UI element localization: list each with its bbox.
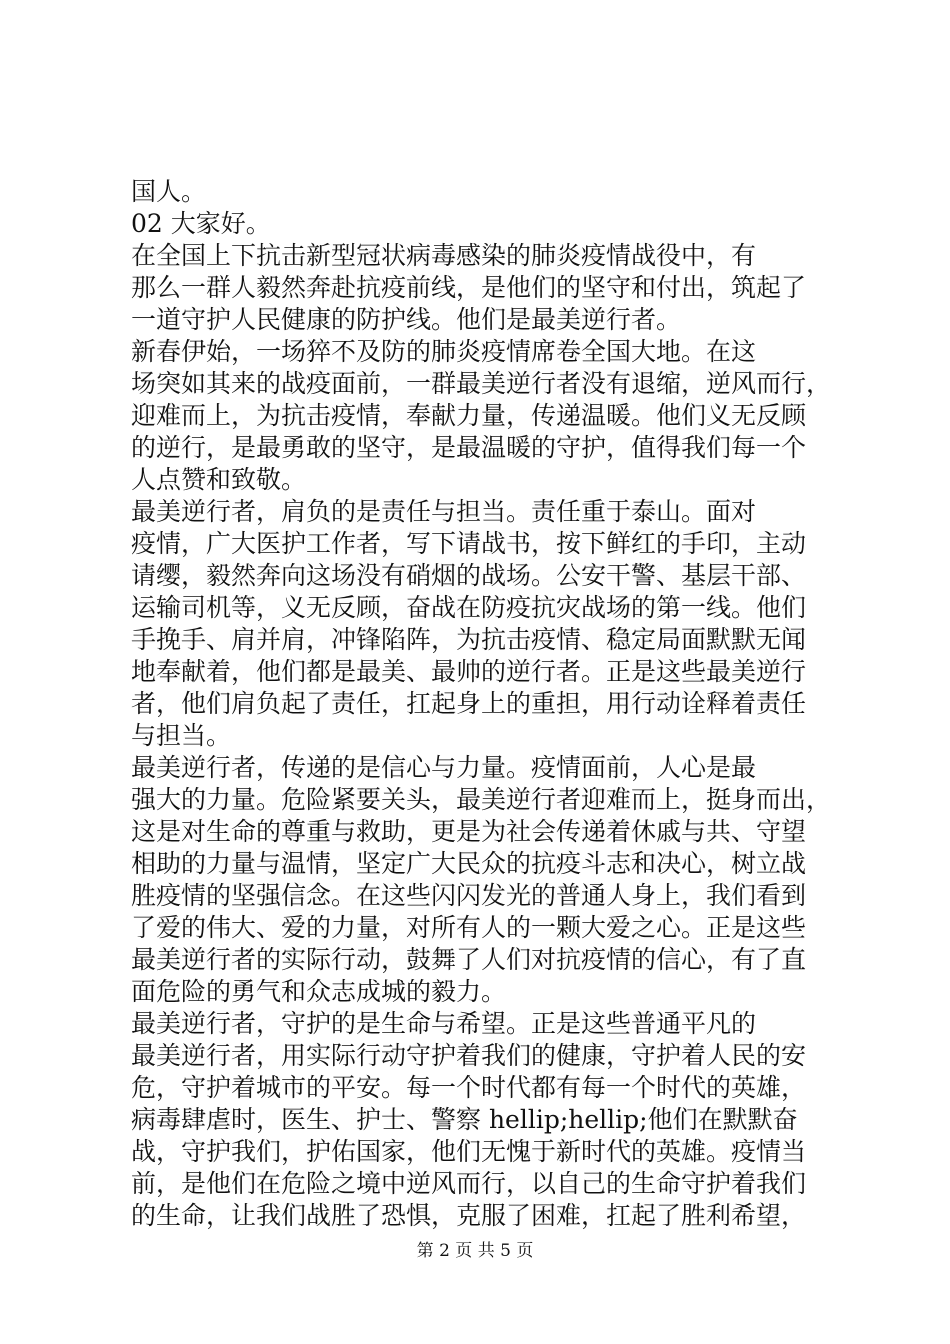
text-line: 最美逆行者，传递的是信心与力量。疫情面前，人心是最 (131, 753, 757, 782)
text-line: 胜疫情的坚强信念。在这些闪闪发光的普通人身上，我们看到 (131, 881, 807, 910)
text-line: 一道守护人民健康的防护线。他们是最美逆行者。 (131, 305, 682, 334)
text-line: 地奉献着，他们都是最美、最帅的逆行者。正是这些最美逆行 (131, 657, 807, 686)
text-line: 者，他们肩负起了责任，扛起身上的重担，用行动诠释着责任 (131, 689, 807, 718)
text-line: 病毒肆虐时，医生、护士、警察 hellip;hellip;他们在默默奋 (131, 1105, 798, 1134)
text-line: 02 大家好。 (131, 209, 271, 238)
text-line: 请缨，毅然奔向这场没有硝烟的战场。公安干警、基层干部、 (131, 561, 807, 590)
body-text (131, 176, 843, 1232)
text-line: 最美逆行者，肩负的是责任与担当。责任重于泰山。面对 (131, 497, 757, 526)
text-line: 新春伊始，一场猝不及防的肺炎疫情席卷全国大地。在这 (131, 337, 757, 366)
text-line: 在全国上下抗击新型冠状病毒感染的肺炎疫情战役中，有 (131, 241, 757, 270)
text-line: 场突如其来的战疫面前，一群最美逆行者没有退缩，逆风而行， (131, 369, 832, 398)
text-line: 人点赞和致敬。 (131, 465, 307, 494)
text-line: 最美逆行者，守护的是生命与希望。正是这些普通平凡的 (131, 1009, 757, 1038)
page-footer (0, 1240, 950, 1262)
text-line: 迎难而上，为抗击疫情，奉献力量，传递温暖。他们义无反顾 (131, 401, 807, 430)
page-number-label: 第 2 页 共 5 页 (416, 1241, 534, 1261)
text-line: 面危险的勇气和众志成城的毅力。 (131, 977, 507, 1006)
text-line: 运输司机等，义无反顾，奋战在防疫抗灾战场的第一线。他们 (131, 593, 807, 622)
text-line: 的逆行，是最勇敢的坚守，是最温暖的守护，值得我们每一个 (131, 433, 807, 462)
text-line: 危，守护着城市的平安。每一个时代都有每一个时代的英雄， (131, 1073, 807, 1102)
text-line: 国人。 (131, 177, 207, 206)
text-line: 最美逆行者的实际行动，鼓舞了人们对抗疫情的信心，有了直 (131, 945, 807, 974)
text-line: 那么一群人毅然奔赴抗疫前线，是他们的坚守和付出，筑起了 (131, 273, 807, 302)
text-line: 手挽手、肩并肩，冲锋陷阵，为抗击疫情、稳定局面默默无闻 (131, 625, 807, 654)
text-line: 这是对生命的尊重与救助，更是为社会传递着休戚与共、守望 (131, 817, 807, 846)
text-line: 相助的力量与温情，坚定广大民众的抗疫斗志和决心，树立战 (131, 849, 807, 878)
text-line: 与担当。 (131, 721, 232, 750)
text-line: 前，是他们在危险之境中逆风而行，以自己的生命守护着我们 (131, 1169, 807, 1198)
text-line: 的生命，让我们战胜了恐惧，克服了困难，扛起了胜利希望， (131, 1201, 807, 1230)
text-line: 最美逆行者，用实际行动守护着我们的健康，守护着人民的安 (131, 1041, 807, 1070)
text-line: 疫情，广大医护工作者，写下请战书，按下鲜红的手印，主动 (131, 529, 807, 558)
text-line: 战，守护我们，护佑国家，他们无愧于新时代的英雄。疫情当 (131, 1137, 807, 1166)
text-line: 了爱的伟大、爱的力量，对所有人的一颗大爱之心。正是这些 (131, 913, 807, 942)
text-line: 强大的力量。危险紧要关头，最美逆行者迎难而上，挺身而出， (131, 785, 832, 814)
